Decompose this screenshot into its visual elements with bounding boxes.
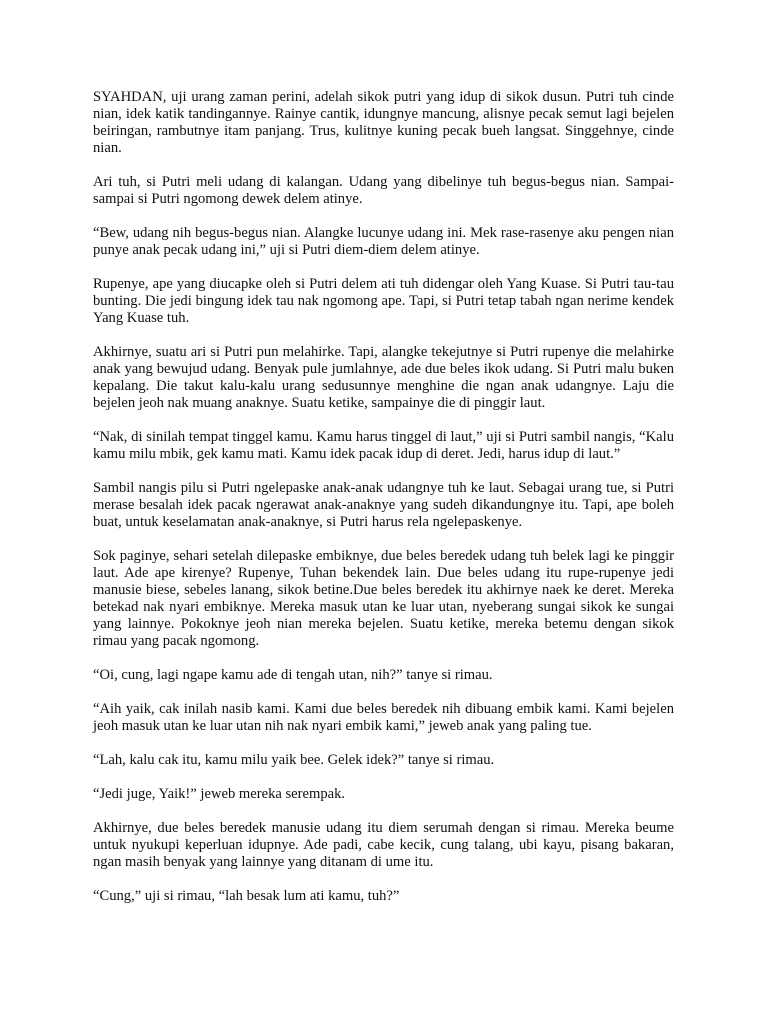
paragraph-13: Akhirnye, due beles beredek manusie udang itu diem serumah dengan si rimau. Mereka beume untuk nyukupi keperluan idupnye. Ade padi, cabe kecik, cung talang, ubi kayu, pisang bakaran, ngan masih benyak yang lainnye yang ditanam di ume itu. [93,820,674,870]
paragraph-6: “Nak, di sinilah tempat tinggel kamu. Kamu harus tinggel di laut,” uji si Putri sambil nangis, “Kalu kamu milu mbik, gek kamu mati. Kamu idek pacak idup di deret. Jedi, harus idup di laut.” [93,429,674,462]
paragraph-1: SYAHDAN, uji urang zaman perini, adelah sikok putri yang idup di sikok dusun. Putri tuh cinde nian, idek katik tandingannye. Rainye cantik, idungnye mancung, alisnye pecak semut lagi bejelen beiringan, rambutnye itam panjang. Trus, kulitnye kuning pecak bueh langsat. Singgehnye, cinde nian. [93,89,674,156]
paragraph-9: “Oi, cung, lagi ngape kamu ade di tengah utan, nih?” tanye si rimau. [93,667,493,683]
paragraph-7: Sambil nangis pilu si Putri ngelepaske anak-anak udangnye tuh ke laut. Sebagai urang tue, si Putri merase besalah idek pacak ngerawat anak-anaknye yang sudeh dikandungnye itu. Tapi, ape boleh buat, untuk keselamatan anak-anaknye, si Putri harus rela ngelepaskenye. [93,480,674,530]
paragraph-3: “Bew, udang nih begus-begus nian. Alangke lucunye udang ini. Mek rase-rasenye aku pengen nian punye anak pecak udang ini,” uji si Putri diem-diem delem atinye. [93,225,674,258]
paragraph-11: “Lah, kalu cak itu, kamu milu yaik bee. Gelek idek?” tanye si rimau. [93,752,495,768]
paragraph-12: “Jedi juge, Yaik!” jeweb mereka serempak. [93,786,346,802]
document-page [93,89,674,922]
paragraph-4: Rupenye, ape yang diucapke oleh si Putri delem ati tuh didengar oleh Yang Kuase. Si Putri tau-tau bunting. Die jedi bingung idek tau nak ngomong ape. Tapi, si Putri tetap tabah ngan nerime kendek Yang Kuase tuh. [93,276,674,326]
paragraph-8: Sok paginye, sehari setelah dilepaske embiknye, due beles beredek udang tuh belek lagi ke pinggir laut. Ade ape kirenye? Rupenye, Tuhan bekendek lain. Due beles udang itu rupe-rupenye jedi manusie biese, sebeles lanang, sikok betine.Due beles beredek itu akhirnye naek ke deret. Mereka betekad nak nyari embiknye. Mereka masuk utan ke luar utan, nyeberang sungai sikok ke sungai yang lainnye. Pokoknye jeoh nian mereka bejelen. Suatu ketike, mereka betemu dengan sikok rimau yang pacak ngomong. [93,548,674,649]
paragraph-5: Akhirnye, suatu ari si Putri pun melahirke. Tapi, alangke tekejutnye si Putri rupenye die melahirke anak yang bewujud udang. Benyak pule jumlahnye, ade due beles ikok udang. Si Putri malu buken kepalang. Die takut kalu-kalu urang sedusunnye menghine die ngan anak udangnye. Laju die bejelen jeoh nak muang anaknye. Suatu ketike, sampainye die di pinggir laut. [93,344,674,411]
paragraph-2: Ari tuh, si Putri meli udang di kalangan. Udang yang dibelinye tuh begus-begus nian. Sampai-sampai si Putri ngomong dewek delem atinye. [93,174,674,207]
paragraph-14: “Cung,” uji si rimau, “lah besak lum ati kamu, tuh?” [93,888,400,904]
paragraph-10: “Aih yaik, cak inilah nasib kami. Kami due beles beredek nih dibuang embik kami. Kami bejelen jeoh masuk utan ke luar utan nih nak nyari embik kami,” jeweb anak yang paling tue. [93,701,674,734]
